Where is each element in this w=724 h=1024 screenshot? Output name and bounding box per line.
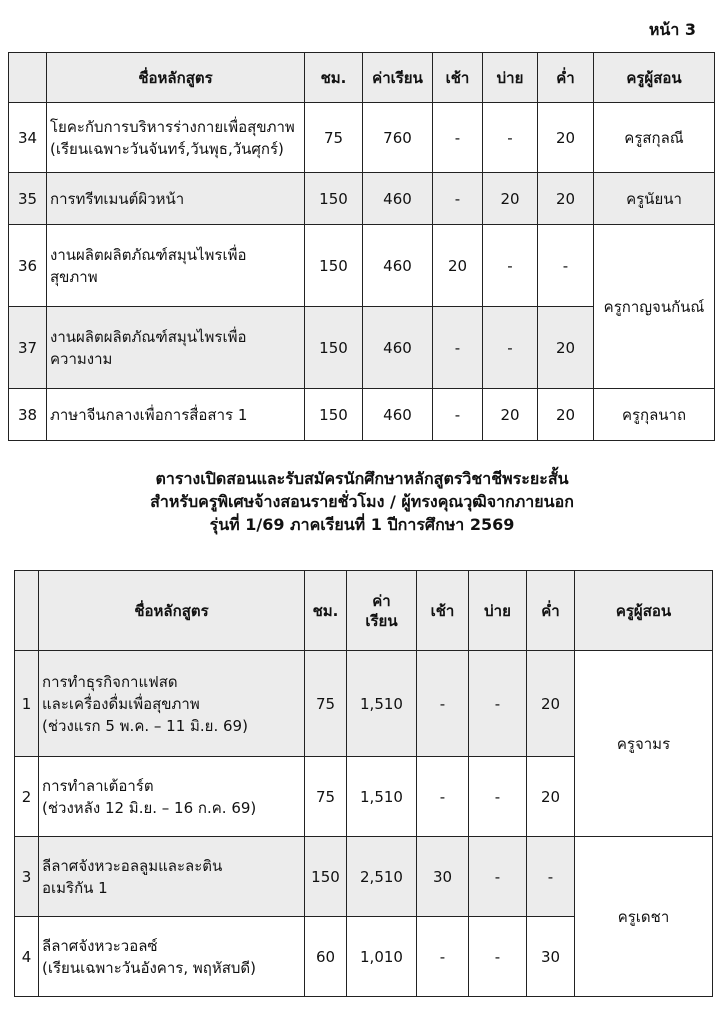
course-name-line1: โยคะกับการบริหารร่างกายเพื่อสุขภาพ: [50, 117, 295, 136]
table-header-row: [9, 53, 715, 103]
table-header-row: [15, 571, 713, 651]
afternoon-cell: -: [483, 103, 538, 173]
morning-cell: -: [433, 307, 483, 389]
header-evening: ค่ำ: [538, 53, 594, 103]
page-number: หน้า 3: [648, 20, 696, 39]
table-row: [9, 389, 715, 441]
afternoon-cell: 20: [483, 173, 538, 225]
row-number: 34: [9, 103, 47, 173]
course-name: [39, 837, 305, 917]
course-name: การทรีทเมนต์ผิวหน้า: [47, 173, 305, 225]
course-name: ภาษาจีนกลางเพื่อการสื่อสาร 1: [47, 389, 305, 441]
teacher-cell: ครูจามร: [575, 651, 713, 837]
hours-cell: 60: [305, 917, 347, 997]
course-name: [47, 225, 305, 307]
course-name-line2: และเครื่องดื่มเพื่อสุขภาพ: [42, 694, 200, 713]
afternoon-cell: -: [469, 651, 527, 757]
evening-cell: 20: [538, 103, 594, 173]
course-name-line1: การทำธุรกิจกาแฟสด: [42, 672, 178, 691]
fee-cell: 460: [363, 307, 433, 389]
morning-cell: -: [417, 917, 469, 997]
header-course-name: ชื่อหลักสูตร: [39, 571, 305, 651]
row-number: 38: [9, 389, 47, 441]
course-name-line1: การทำลาเต้อาร์ต: [42, 776, 154, 795]
evening-cell: 30: [527, 917, 575, 997]
evening-cell: 20: [527, 651, 575, 757]
header-fee-line2: เรียน: [365, 611, 398, 630]
table-row: [15, 651, 713, 757]
afternoon-cell: -: [483, 225, 538, 307]
course-name-line1: ลีลาศจังหวะวอลซ์: [42, 936, 158, 955]
row-number: 36: [9, 225, 47, 307]
table-row: [9, 225, 715, 307]
row-number: 4: [15, 917, 39, 997]
header-evening: ค่ำ: [527, 571, 575, 651]
course-name-line2: (เรียนเฉพาะวันจันทร์,วันพุธ,วันศุกร์): [50, 139, 284, 158]
teacher-cell: ครูสกุลณี: [594, 103, 715, 173]
course-name: [39, 757, 305, 837]
caption-line-1: ตารางเปิดสอนและรับสมัครนักศึกษาหลักสูตรวิชาชีพระยะสั้น: [155, 469, 569, 488]
evening-cell: 20: [527, 757, 575, 837]
morning-cell: -: [417, 651, 469, 757]
row-number: 37: [9, 307, 47, 389]
row-number: 3: [15, 837, 39, 917]
teacher-cell: ครูนัยนา: [594, 173, 715, 225]
course-name-line2: อเมริกัน 1: [42, 878, 108, 897]
header-fee-line1: ค่า: [372, 591, 391, 610]
course-name-line2: (เรียนเฉพาะวันอังคาร, พฤหัสบดี): [42, 958, 256, 977]
course-table-1: [8, 52, 715, 441]
header-fee: ค่าเรียน: [363, 53, 433, 103]
morning-cell: -: [433, 173, 483, 225]
afternoon-cell: -: [469, 757, 527, 837]
course-table-2: [14, 570, 713, 997]
hours-cell: 75: [305, 757, 347, 837]
hours-cell: 150: [305, 837, 347, 917]
fee-cell: 1,510: [347, 651, 417, 757]
caption-line-2: สำหรับครูพิเศษจ้างสอนรายชั่วโมง / ผู้ทรงคุณวุฒิจากภายนอก: [150, 492, 574, 511]
course-name: [39, 917, 305, 997]
hours-cell: 150: [305, 307, 363, 389]
table-row: [9, 103, 715, 173]
afternoon-cell: -: [469, 917, 527, 997]
header-morning: เช้า: [433, 53, 483, 103]
header-morning: เช้า: [417, 571, 469, 651]
morning-cell: -: [433, 103, 483, 173]
evening-cell: -: [527, 837, 575, 917]
hours-cell: 150: [305, 173, 363, 225]
course-name-line1: งานผลิตผลิตภัณฑ์สมุนไพรเพื่อ: [50, 327, 247, 346]
fee-cell: 460: [363, 225, 433, 307]
row-number: 2: [15, 757, 39, 837]
header-course-name: ชื่อหลักสูตร: [47, 53, 305, 103]
afternoon-cell: -: [483, 307, 538, 389]
header-afternoon: บ่าย: [469, 571, 527, 651]
course-name: [47, 103, 305, 173]
hours-cell: 75: [305, 103, 363, 173]
course-name-line2: สุขภาพ: [50, 267, 98, 286]
course-name-line2: (ช่วงหลัง 12 มิ.ย. – 16 ก.ค. 69): [42, 798, 257, 817]
header-teacher: ครูผู้สอน: [594, 53, 715, 103]
morning-cell: -: [417, 757, 469, 837]
course-name-line1: งานผลิตผลิตภัณฑ์สมุนไพรเพื่อ: [50, 245, 247, 264]
hours-cell: 150: [305, 225, 363, 307]
header-hours: ชม.: [305, 53, 363, 103]
fee-cell: 2,510: [347, 837, 417, 917]
afternoon-cell: -: [469, 837, 527, 917]
course-name-line2: ความงาม: [50, 349, 113, 368]
fee-cell: 460: [363, 173, 433, 225]
fee-cell: 1,010: [347, 917, 417, 997]
header-hours: ชม.: [305, 571, 347, 651]
header-fee: [347, 571, 417, 651]
evening-cell: 20: [538, 389, 594, 441]
morning-cell: 30: [417, 837, 469, 917]
course-name: [39, 651, 305, 757]
fee-cell: 760: [363, 103, 433, 173]
course-name-line1: ลีลาศจังหวะอลลูมและละติน: [42, 856, 223, 875]
morning-cell: -: [433, 389, 483, 441]
teacher-cell: ครูกาญจนกันณ์: [594, 225, 715, 389]
row-number: 35: [9, 173, 47, 225]
header-index: [15, 571, 39, 651]
fee-cell: 1,510: [347, 757, 417, 837]
header-teacher: ครูผู้สอน: [575, 571, 713, 651]
course-name-line3: (ช่วงแรก 5 พ.ค. – 11 มิ.ย. 69): [42, 716, 248, 735]
evening-cell: 20: [538, 307, 594, 389]
evening-cell: -: [538, 225, 594, 307]
hours-cell: 75: [305, 651, 347, 757]
teacher-cell: ครูกุลนาถ: [594, 389, 715, 441]
table-row: [15, 837, 713, 917]
caption-line-3: รุ่นที่ 1/69 ภาคเรียนที่ 1 ปีการศึกษา 2569: [209, 515, 515, 534]
afternoon-cell: 20: [483, 389, 538, 441]
table-row: [9, 173, 715, 225]
fee-cell: 460: [363, 389, 433, 441]
hours-cell: 150: [305, 389, 363, 441]
morning-cell: 20: [433, 225, 483, 307]
teacher-cell: ครูเดชา: [575, 837, 713, 997]
row-number: 1: [15, 651, 39, 757]
header-index: [9, 53, 47, 103]
evening-cell: 20: [538, 173, 594, 225]
header-afternoon: บ่าย: [483, 53, 538, 103]
course-name: [47, 307, 305, 389]
